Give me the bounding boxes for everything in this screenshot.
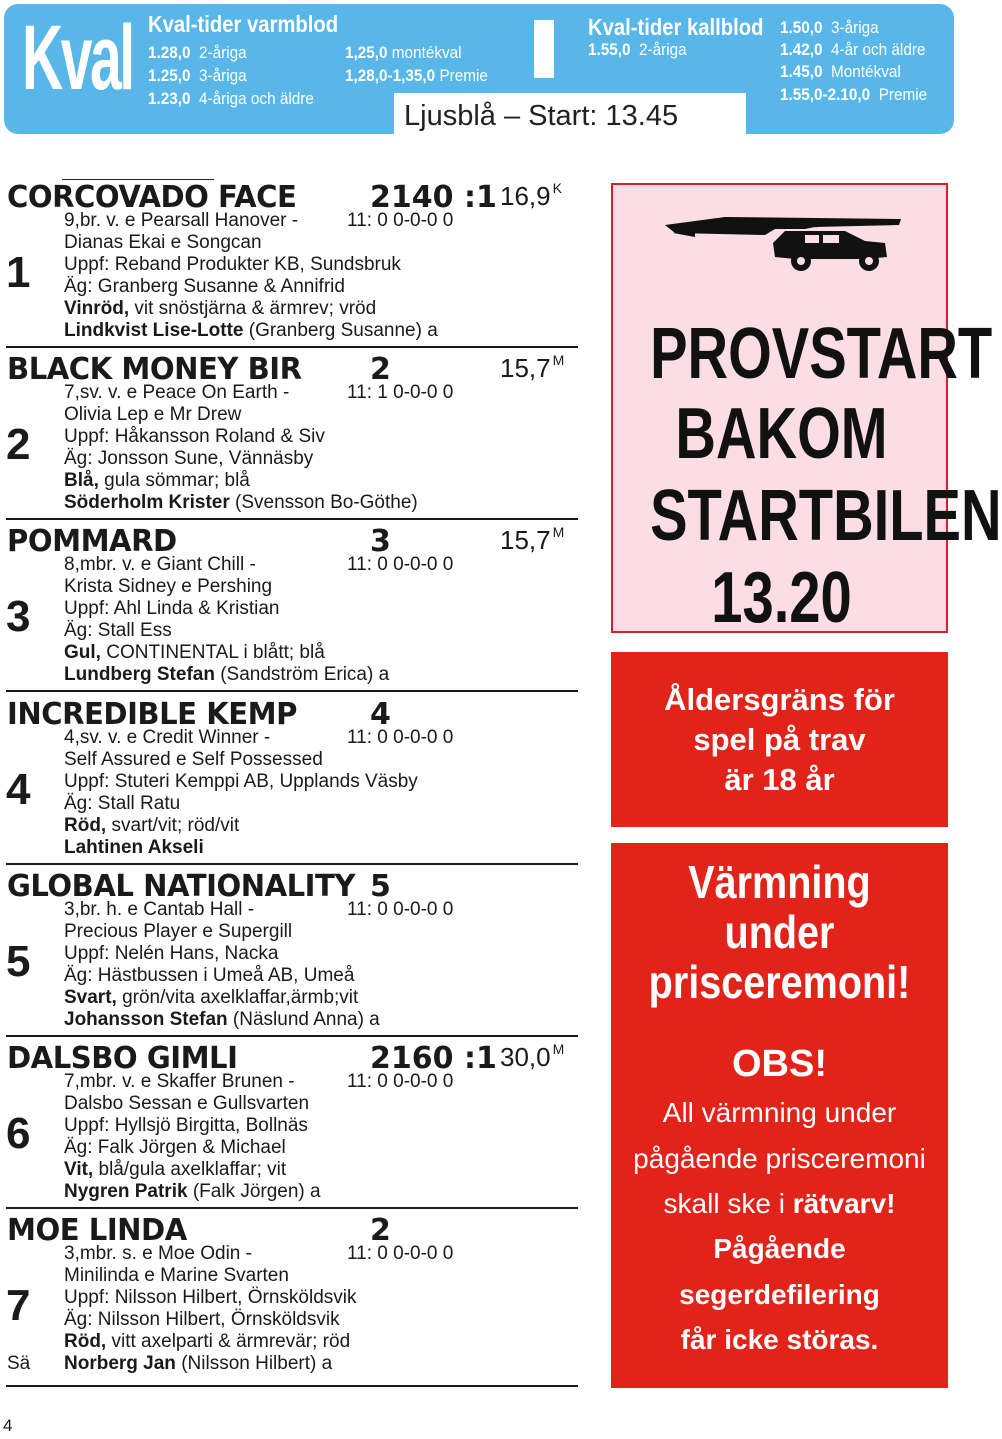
breeder: Uppf: Stuteri Kemppi AB, Upplands Väsby bbox=[64, 771, 418, 792]
start-info: Ljusblå – Start: 13.45 bbox=[404, 100, 679, 132]
varmblod-extra: 1,25,0 montékval bbox=[345, 43, 462, 62]
breeder: Uppf: Nilsson Hilbert, Örnsköldsvik bbox=[64, 1287, 357, 1308]
header-divider bbox=[534, 20, 554, 78]
start-car-icon bbox=[665, 213, 901, 277]
pedigree: 8,mbr. v. e Giant Chill - bbox=[64, 554, 256, 575]
driver: Nygren Patrik (Falk Jörgen) a bbox=[64, 1181, 321, 1202]
warmup-line: under bbox=[724, 906, 835, 958]
driver: Lundberg Stefan (Sandström Erica) a bbox=[64, 664, 390, 685]
colors: Röd, vitt axelparti & ärmrevär; röd bbox=[64, 1331, 351, 1352]
distance: 2160 :1 bbox=[370, 1041, 497, 1076]
distance: 4 bbox=[370, 697, 391, 732]
start-number: 3 bbox=[6, 592, 31, 641]
race-stats: 11: 0 0-0-0 0 bbox=[347, 727, 454, 748]
driver: Lahtinen Akseli bbox=[64, 837, 204, 858]
record: 16,9 $^K$ bbox=[500, 180, 562, 211]
obs-title: OBS! bbox=[732, 1043, 827, 1085]
breeder: Uppf: Ahl Linda & Kristian bbox=[64, 598, 280, 619]
provstart-line: STARTBILEN bbox=[650, 476, 1002, 556]
entry-rule bbox=[6, 1035, 578, 1037]
owner: Äg: Stall Ratu bbox=[64, 793, 181, 814]
kallblod-row: 1.45,0 Montékval bbox=[780, 62, 901, 81]
driver: Norberg Jan (Nilsson Hilbert) a bbox=[64, 1353, 333, 1374]
pedigree: 3,mbr. s. e Moe Odin - bbox=[64, 1243, 252, 1264]
entry-rule bbox=[6, 518, 578, 520]
age-limit-ad bbox=[611, 652, 948, 827]
horse-name: GLOBAL NATIONALITY bbox=[7, 869, 355, 904]
distance: 2 bbox=[370, 1213, 391, 1248]
age-limit-line: Åldersgräns för bbox=[664, 682, 895, 717]
varmblod-row: 1.25,0 3-åriga bbox=[148, 66, 247, 85]
entry-rule bbox=[6, 863, 578, 865]
varmblod-extra: 1,28,0-1,35,0 Premie bbox=[345, 66, 488, 85]
start-number: 2 bbox=[6, 420, 31, 469]
owner: Äg: Falk Jörgen & Michael bbox=[64, 1137, 286, 1158]
varmblod-row: 1.23,0 4-åriga och äldre bbox=[148, 89, 314, 108]
driver: Johansson Stefan (Näslund Anna) a bbox=[64, 1009, 380, 1030]
dam-line: Precious Player e Supergill bbox=[64, 921, 293, 942]
dam-line: Minilinda e Marine Svarten bbox=[64, 1265, 289, 1286]
start-number: 5 bbox=[6, 937, 31, 986]
pedigree: 7,mbr. v. e Skaffer Brunen - bbox=[64, 1071, 295, 1092]
horse-name: MOE LINDA bbox=[7, 1213, 187, 1248]
breeder: Uppf: Reband Produkter KB, Sundsbruk bbox=[64, 254, 401, 275]
distance: 5 bbox=[370, 869, 391, 904]
horse-name: INCREDIBLE KEMP bbox=[7, 697, 297, 732]
pedigree: 7,sv. v. e Peace On Earth - bbox=[64, 382, 290, 403]
distance: 2140 :1 bbox=[370, 180, 497, 215]
race-stats: 11: 0 0-0-0 0 bbox=[347, 554, 454, 575]
colors: Röd, svart/vit; röd/vit bbox=[64, 815, 240, 836]
distance: 2 bbox=[370, 352, 391, 387]
kval-logo: Kval bbox=[22, 7, 133, 109]
record: 15,7 $^M$ bbox=[500, 524, 565, 555]
owner: Äg: Stall Ess bbox=[64, 620, 172, 641]
dam-line: Olivia Lep e Mr Drew bbox=[64, 404, 242, 425]
colors: Vit, blå/gula axelklaffar; vit bbox=[64, 1159, 287, 1180]
obs-line: skall ske i rätvarv! bbox=[663, 1188, 896, 1219]
driver: Lindkvist Lise-Lotte (Granberg Susanne) a bbox=[64, 320, 438, 341]
colors: Svart, grön/vita axelklaffar,ärmb;vit bbox=[64, 987, 359, 1008]
kallblod-row: 1.42,0 4-år och äldre bbox=[780, 40, 926, 59]
kallblod-row: 1.50,0 3-åriga bbox=[780, 18, 879, 37]
race-stats: 11: 0 0-0-0 0 bbox=[347, 210, 454, 231]
record: 30,0 $^M$ bbox=[500, 1041, 565, 1072]
race-stats: 11: 1 0-0-0 0 bbox=[347, 382, 454, 403]
provstart-line: PROVSTART bbox=[650, 314, 993, 394]
owner: Äg: Hästbussen i Umeå AB, Umeå bbox=[64, 965, 355, 986]
start-number: 1 bbox=[6, 248, 31, 297]
colors: Gul, CONTINENTAL i blått; blå bbox=[64, 642, 325, 663]
colors: Vinröd, vit snöstjärna & ärmrev; vröd bbox=[64, 298, 377, 319]
dam-line: Dalsbo Sessan e Gullsvarten bbox=[64, 1093, 310, 1114]
warmup-ad bbox=[611, 843, 948, 1388]
pedigree: 4,sv. v. e Credit Winner - bbox=[64, 727, 271, 748]
entry-rule bbox=[6, 1385, 578, 1387]
entry-rule bbox=[6, 346, 578, 348]
obs-line: All värmning under bbox=[662, 1097, 897, 1128]
breeder: Uppf: Nelén Hans, Nacka bbox=[64, 943, 279, 964]
kallblod-row: 1.55,0 2-åriga bbox=[588, 40, 687, 59]
horse-name: POMMARD bbox=[7, 524, 177, 559]
record: 15,7 $^M$ bbox=[500, 352, 565, 383]
dam-line: Self Assured e Self Possessed bbox=[64, 749, 323, 770]
owner: Äg: Nilsson Hilbert, Örnsköldsvik bbox=[64, 1309, 340, 1330]
owner: Äg: Jonsson Sune, Vännäsby bbox=[64, 448, 314, 469]
pedigree: 3,br. h. e Cantab Hall - bbox=[64, 899, 255, 920]
dam-line: Dianas Ekai e Songcan bbox=[64, 232, 262, 253]
distance: 3 bbox=[370, 524, 391, 559]
dam-line: Krista Sidney e Pershing bbox=[64, 576, 273, 597]
entry-rule bbox=[6, 690, 578, 692]
driver: Söderholm Krister (Svensson Bo-Göthe) bbox=[64, 492, 418, 513]
kallblod-row: 1.55,0-2.10,0 Premie bbox=[780, 85, 928, 104]
warmup-line: prisceremoni! bbox=[648, 956, 911, 1008]
pedigree: 9,br. v. e Pearsall Hanover - bbox=[64, 210, 299, 231]
race-stats: 11: 0 0-0-0 0 bbox=[347, 1071, 454, 1092]
start-number: 4 bbox=[6, 765, 31, 814]
entry-rule bbox=[6, 1207, 578, 1209]
varmblod-row: 1.28,0 2-åriga bbox=[148, 43, 247, 62]
provstart-time: 13.20 bbox=[711, 558, 852, 638]
obs-bold-line: får icke störas. bbox=[680, 1324, 879, 1355]
page-number: 4 bbox=[3, 1416, 13, 1435]
age-limit-line: spel på trav bbox=[693, 722, 866, 757]
breeder: Uppf: Håkansson Roland & Siv bbox=[64, 426, 325, 447]
race-stats: 11: 0 0-0-0 0 bbox=[347, 899, 454, 920]
owner: Äg: Granberg Susanne & Annifrid bbox=[64, 276, 345, 297]
obs-line: pågående prisceremoni bbox=[633, 1143, 926, 1174]
warmup-line: Värmning bbox=[688, 856, 871, 908]
start-number: 7 bbox=[6, 1281, 31, 1330]
horse-name: BLACK MONEY BIR bbox=[7, 352, 302, 387]
obs-bold-line: segerdefilering bbox=[679, 1279, 880, 1310]
obs-bold-line: Pågående bbox=[713, 1233, 846, 1264]
kallblod-title: Kval-tider kallblod bbox=[588, 14, 764, 40]
provstart-line: BAKOM bbox=[675, 394, 888, 474]
colors: Blå, gula sömmar; blå bbox=[64, 470, 250, 491]
horse-name: DALSBO GIMLI bbox=[7, 1041, 238, 1076]
horse-name: CORCOVADO FACE bbox=[7, 180, 297, 215]
start-number: 6 bbox=[6, 1109, 31, 1158]
breeder: Uppf: Hyllsjö Birgitta, Bollnäs bbox=[64, 1115, 308, 1136]
age-limit-line: är 18 år bbox=[724, 762, 835, 797]
provstart-ad bbox=[611, 183, 1002, 638]
race-stats: 11: 0 0-0-0 0 bbox=[347, 1243, 454, 1264]
post-note: Sä bbox=[7, 1353, 31, 1374]
varmblod-title: Kval-tider varmblod bbox=[148, 11, 339, 37]
